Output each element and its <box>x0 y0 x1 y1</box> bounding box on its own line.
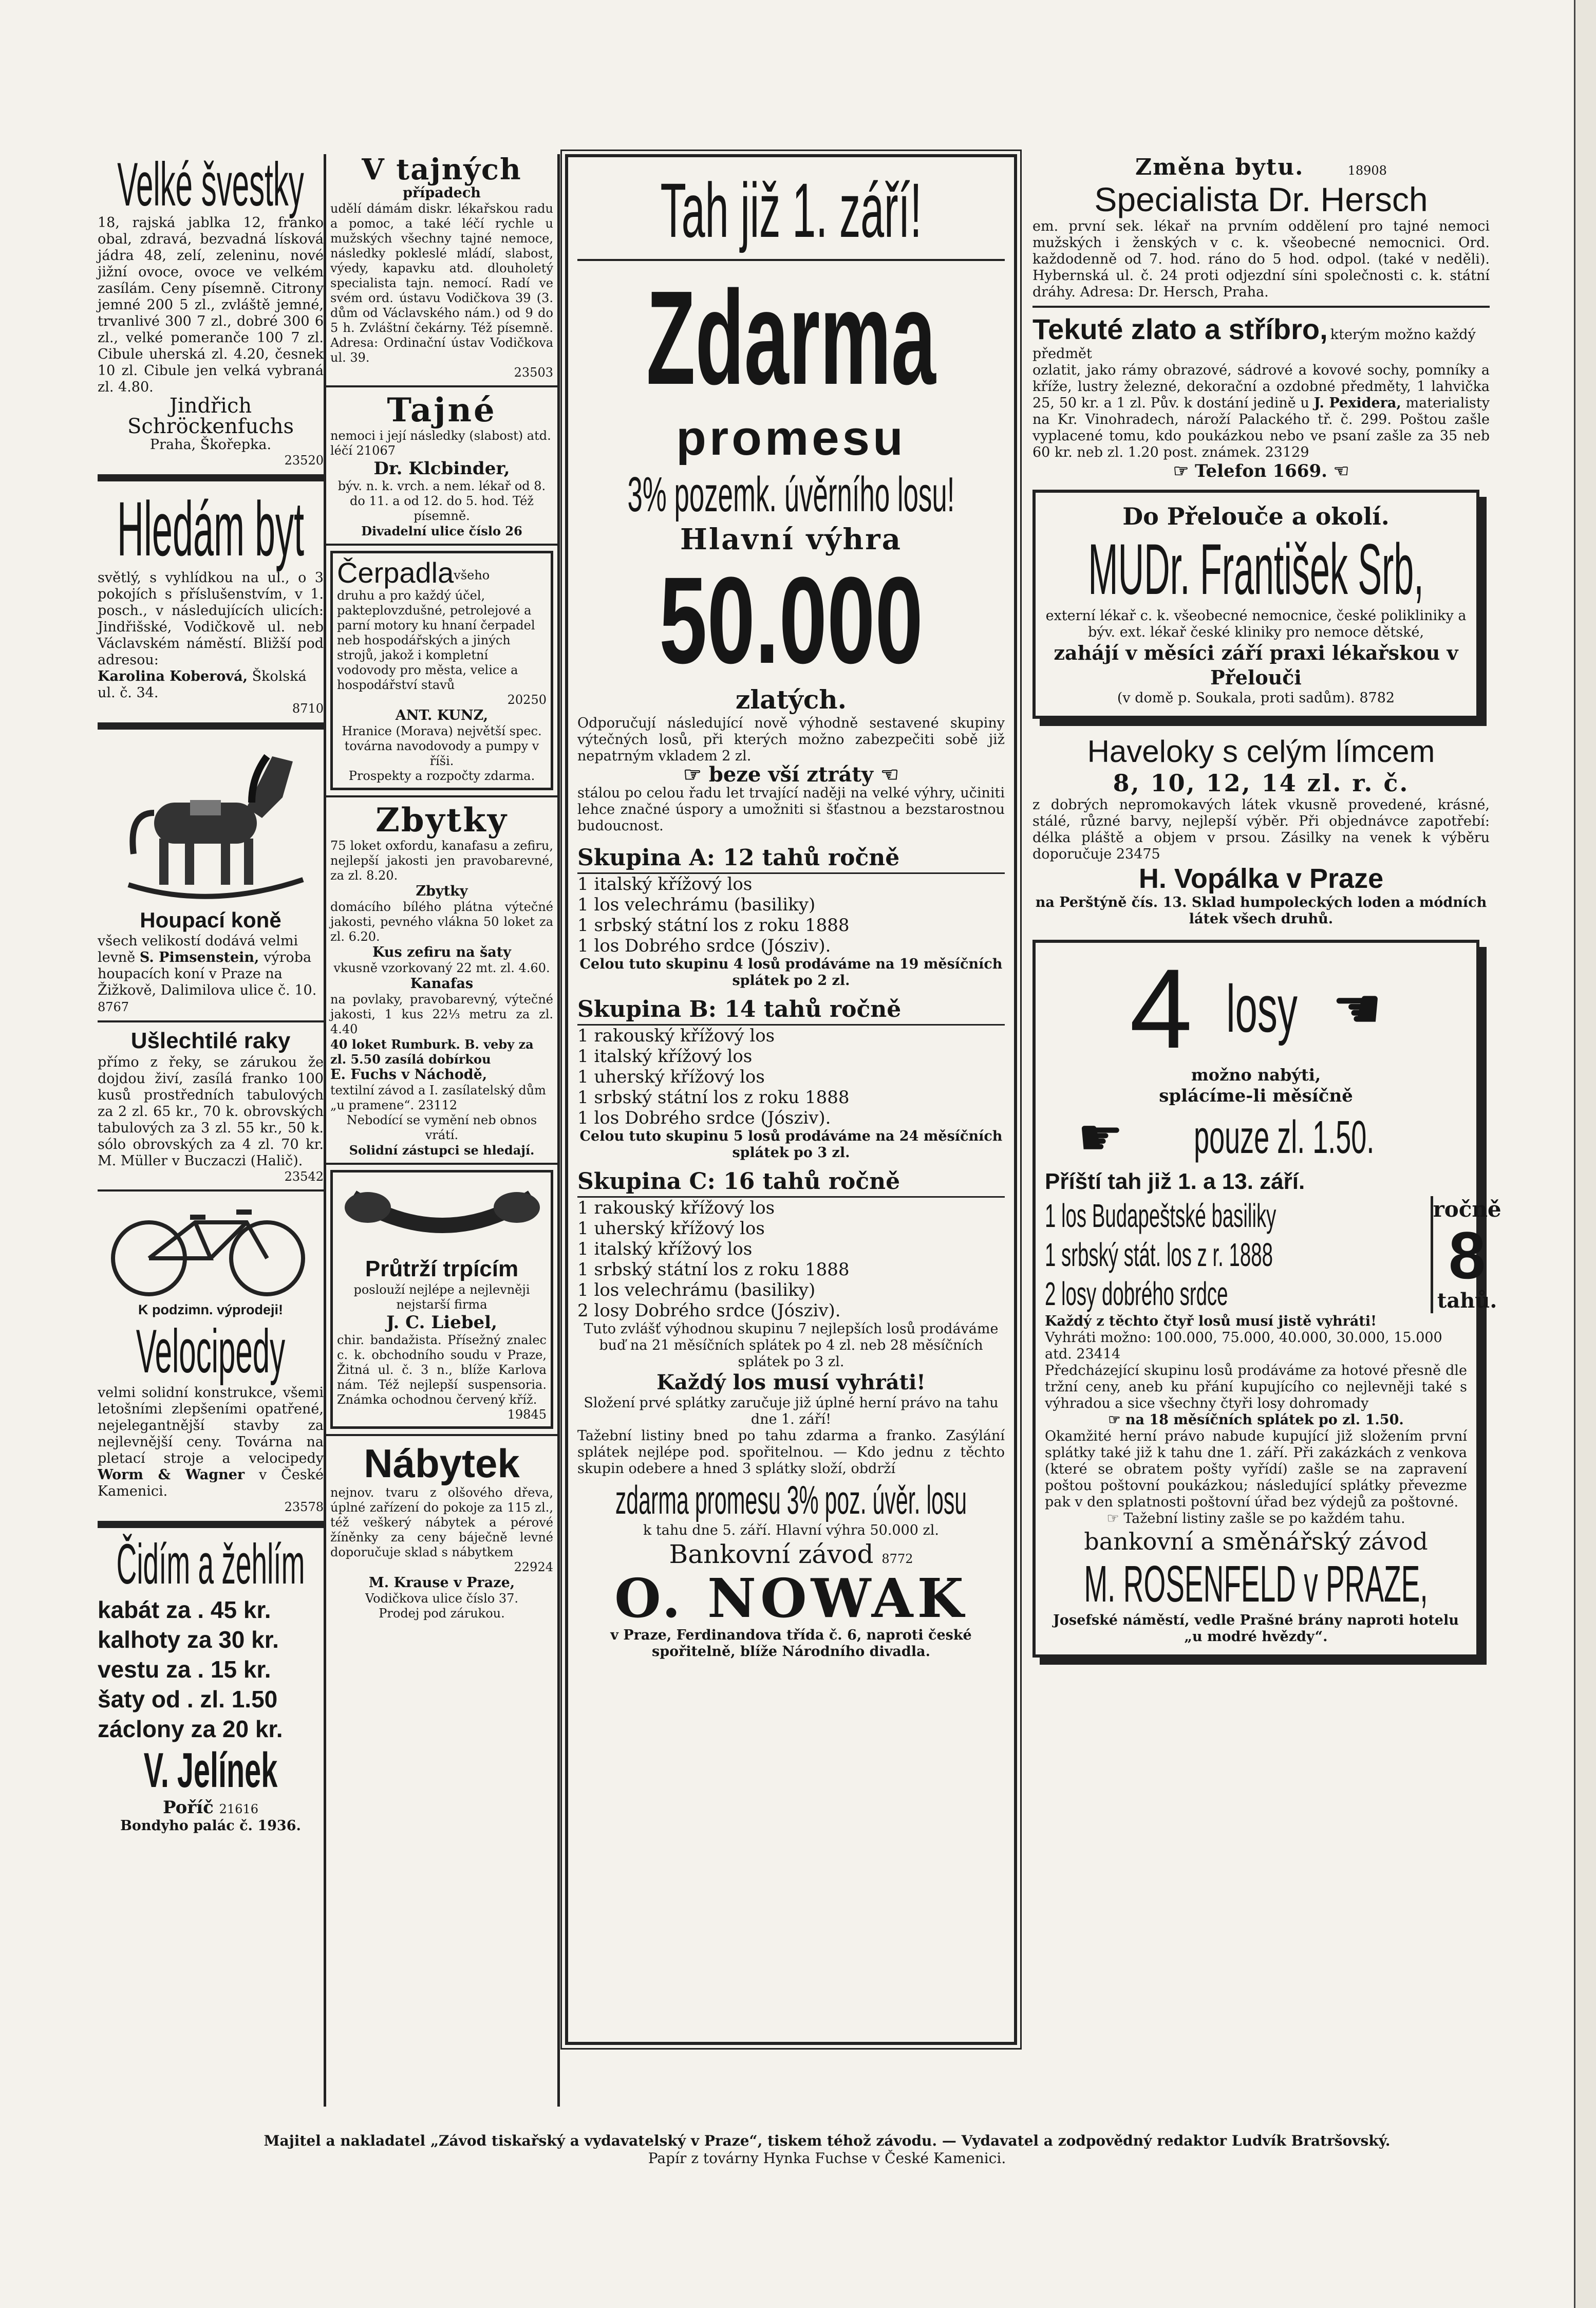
group-item: 1 italský křížový los <box>577 1046 753 1067</box>
ad-firm: M. ROSENFELD v PRAZE, <box>1084 1555 1428 1613</box>
ad-body: světlý, s vyhlídkou na ul., o 3 pokojích s příslušenstvím, v 1. posch., v následujících ulicích: Jindřišské, Vodičkově ul. neb Václavském náměstí. Bližší pod adresou: <box>98 570 324 668</box>
ad-body: 18, rajská jablka 12, franko obal, zdravá, bezvadná lísková jádra 48, zelí, zeleninu, nové jižní ovoce, ovoce ve velkém zasílám. Ceny písemně. Citrony jemné 200 5 zl., zvláště jemné, trvanlivé 300 7 zl., dobré 300 6 zl., velké pomeranče 100 7 zl. Cibule uherská zl. 4.20, česnek 10 zl. Cibule jen velká vybraná zl. 4.80. <box>98 215 324 395</box>
group-item: 1 italský křížový los <box>577 874 753 895</box>
ad-nabytek <box>326 1441 557 1621</box>
ad-body-6: textilní závod a I. zasílatelský dům „u pramene“. <box>330 1083 546 1112</box>
ad-firm: O. NOWAK <box>614 1567 968 1630</box>
ad-body-4: na povlaky, pravobarevný, výtečné jakosti, 1 kus 22⅓ metru za zl. 4.40 <box>330 992 553 1036</box>
ad-number: 23475 <box>1116 846 1160 862</box>
ad-number: 23520 <box>284 453 324 468</box>
ad-zlatych: zlatých. <box>735 684 847 715</box>
group-b <box>577 995 1005 1161</box>
ad-tajne <box>326 393 557 538</box>
column-3 <box>565 154 1017 2107</box>
ad-name: Karolina Koberová, <box>98 668 248 684</box>
ad-footer: Solidní zástupci se hledají. <box>349 1143 535 1158</box>
losy-list <box>1045 1196 1433 1313</box>
losy-item: 1 los Budapeštské basiliky <box>1045 1197 1276 1234</box>
ad-telephone: Telefon 1669. <box>1195 461 1327 481</box>
pointing-hand-icon: ☚ <box>1331 976 1383 1041</box>
ad-kazdy: Každý los musí vyhráti! <box>656 1370 926 1394</box>
ad-body: přímo z řeky, se zárukou že dojdou živí, zasílá franko 100 kusů prostředních tabulových za 2 zl. 65 kr., 70 k. obrovských tabulových za 3 zl. 55 kr., 50 k. sólo obrovských za 4 zl. 70 kr. M. Müller v Buczaczi (Halič). <box>98 1054 324 1169</box>
ad-amount: 50.000 <box>659 551 923 689</box>
ad-subtitle-2: Kus zefiru na šaty <box>372 944 511 960</box>
ad-tahu-number: 8 <box>1448 1218 1486 1293</box>
ad-zdarma-2: zdarma promesu 3% poz. úvěr. losu <box>615 1477 967 1522</box>
ad-head: Do Přelouče a okolí. <box>1122 502 1390 530</box>
ad-title: Hledám byt <box>117 486 305 572</box>
ad-number: 23112 <box>418 1098 458 1112</box>
ad-price: pouze zl. 1.50. <box>1194 1111 1375 1163</box>
ad-prices: 8, 10, 12, 14 zl. r. č. <box>1113 769 1410 797</box>
group-item: 1 los velechrámu (basiliky) <box>577 1280 816 1300</box>
ad-praxe: zahájí v měsíci září praxi lékařskou v Přelouči <box>1054 641 1458 689</box>
ad-cidim-zehlim <box>98 1534 324 1834</box>
ad-name: Jindřich Schröckenfuchs <box>127 394 294 438</box>
footer-line-1: Majitel a nakladatel „Závod tiskařský a vydavatelský v Praze“, tiskem téhož závodu. — Vydavatel a zodpovědný redaktor Ludvík Bratršovský. <box>264 2132 1391 2149</box>
ad-tazebni: Tažební listiny bned po tahu zdarma a franko. Zasýlání splátek nejlépe pod. spořitelnou. — Kdo jednu z těchto skupin odebere a hned 3 splátky složí, obdrží <box>577 1428 1005 1477</box>
divider <box>98 1020 324 1022</box>
ad-name: Dr. Klcbinder, <box>373 458 510 479</box>
ad-body: z dobrých nepromokavých látek vkusně provedené, krásné, stálé, různé barvy, nejlepší výběr. Při objednávce zapotřebí: délka pláště a objem v prsou. Zásilky na venek k výběru doporučuje <box>1032 797 1490 862</box>
ad-intro: Odporučují následující nově výhodně sestavené skupiny výtečných losů, při kterých možno zabezpečiti sobě již nepatrným vkladem 2 zl. <box>577 715 1005 764</box>
ad-number: 8782 <box>1359 690 1395 706</box>
price-row: kalhoty za 30 kr. <box>98 1626 279 1653</box>
ad-vyhry: Vyhráti možno: 100.000, 75.000, 40.000, 30.000, 15.000 atd. <box>1045 1330 1442 1362</box>
ad-haveloky <box>1032 734 1490 927</box>
ad-name: S. Pimsenstein, <box>139 950 259 965</box>
ad-body: externí lékař c. k. všeobecné nemocnice, české polikliniky a býv. ext. lékař české kliniky pro nemoce dětské, <box>1045 608 1467 640</box>
ad-tah-dne: k tahu dne 5. září. Hlavní výhra 50.000 zl. <box>643 1522 939 1538</box>
divider <box>326 795 557 797</box>
ad-name: V. Jelínek <box>143 1743 278 1798</box>
ad-raky <box>98 1028 324 1184</box>
group-title: Skupina B: 14 tahů ročně <box>577 995 1005 1026</box>
group-a <box>577 844 1005 989</box>
adjacent-page-edge <box>1574 0 1596 2308</box>
ad-tahu: tahů. <box>1437 1289 1497 1313</box>
ad-tuto: Tuto zvlášť výhodnou skupinu 7 nejlepších losů prodáváme buď na 21 měsíčních splátek po 4 zl. neb 28 měsíčních splátek po 3 zl. <box>584 1321 999 1370</box>
ad-number: 23542 <box>284 1169 324 1184</box>
ad-body: ozlatit, jako rámy obrazové, sádrové a kovové sochy, pomníky a kříže, lustry železné, dekorační a ozdobné předměty, 1 lahvička 25, 50 kr. a 1 zl. Pův. k dostání jedině u <box>1032 362 1490 411</box>
ad-subtitle-3: Kanafas <box>410 976 474 992</box>
ad-title: Velocipedy <box>136 1317 286 1386</box>
ad-address: Josefské náměstí, vedle Prašné brány naproti hotelu „u modré hvězdy“. <box>1053 1612 1459 1645</box>
divider <box>1032 306 1490 308</box>
divider <box>98 722 324 730</box>
ad-title: Průtrží trpícím <box>365 1256 519 1281</box>
footer-line-2: Papír z továrny Hynka Fuchse v České Kamenici. <box>648 2150 1006 2167</box>
ad-number: 23129 <box>1265 444 1309 460</box>
ad-splacime: splácíme-li měsíčně <box>1159 1086 1353 1106</box>
ad-bank: bankovní a směnářský závod <box>1084 1528 1428 1555</box>
ad-footer: Prodej pod zárukou. <box>379 1606 505 1621</box>
ad-number: 21067 <box>356 443 396 458</box>
group-item: 1 srbský státní los z roku 1888 <box>577 1087 850 1108</box>
pointing-hand-icon: ☞ <box>1108 1412 1121 1428</box>
rocking-horse-illustration <box>98 736 324 905</box>
ad-houpaci-kone <box>98 736 324 1015</box>
ad-body: udělí dámám diskr. lékařskou radu a pomoc, a také léčí rychle u mužských všechny tajné nemoce, následky pokleslé mládí, slabost, výedy, kapavku atd. dlouholetý specialista tajn. nemocí. Radí ve svém ord. ústavu Vodičkova 39 (3. dům od Václavského nám.) od 9 do 5 h. Zvláštní čekárny. Též písemně. Adresa: Ordinační ústav Vodičkova ul. 39. <box>330 201 553 365</box>
ad-number: 22924 <box>514 1560 553 1574</box>
ad-title: Změna bytu. <box>1135 154 1304 180</box>
hernia-truss-illustration <box>337 1177 548 1254</box>
pointing-hand-icon: ☛ <box>1077 1107 1124 1167</box>
divider <box>326 385 557 387</box>
divider <box>98 474 324 481</box>
group-c <box>577 1167 1005 1321</box>
ad-hersch <box>1032 154 1490 301</box>
ad-rosenfeld <box>1032 940 1501 1658</box>
ad-body-2: materialisty na Kr. Vinohradech, nároží Palackého tř. č. 299. Poštou zašle vyplacené tomu, kdo poukázkou nebo ve psaní zašle za 35 neb 60 kr. neb zl. 1.20 post. známek. <box>1032 395 1490 460</box>
ad-address: Bondyho palác č. 1936. <box>120 1818 301 1834</box>
group-price: Celou tuto skupinu 4 losů prodáváme na 19 měsíčních splátek po 2 zl. <box>579 956 1003 989</box>
ad-subtitle: případech <box>403 185 481 201</box>
divider <box>577 259 1005 261</box>
ad-number: 21616 <box>219 1802 259 1816</box>
ad-title: Zbytky <box>375 801 508 840</box>
ad-address: Školská ul. č. 34. <box>98 668 307 701</box>
ad-number: 8767 <box>98 1000 129 1014</box>
ad-rocne: ročně <box>1433 1197 1501 1222</box>
ad-body-2: chir. bandažista. Přísežný znalec c. k. obchodního soudu v Praze, Žitná ul. č. 3 n., blíže Karlova nám. Též nejlepší suspensoria. Známka ochodnou červený kříž. <box>337 1333 547 1407</box>
divider <box>98 1189 324 1192</box>
ad-promesu: promesu <box>676 411 906 466</box>
ad-mudr-srb <box>1032 490 1479 719</box>
pointing-hand-icon: ☞ <box>1173 461 1189 481</box>
ad-name: M. Krause v Praze, <box>368 1575 515 1591</box>
ad-number: 18908 <box>1347 163 1387 178</box>
ad-number: 23578 <box>284 1500 324 1514</box>
price-row: šaty od . zl. 1.50 <box>98 1686 278 1713</box>
divider <box>326 1434 557 1436</box>
ad-main-prize: Hlavní výhra <box>680 523 903 556</box>
ad-number: 8710 <box>292 701 324 716</box>
losy-tahu <box>1433 1197 1501 1313</box>
ad-note: kterým možno každý předmět <box>1032 327 1476 362</box>
ad-beze-text: beze vší ztráty <box>708 762 874 787</box>
ad-splatky: na 18 měsíčních splátek po zl. 1.50. <box>1125 1412 1404 1428</box>
ad-title: Nábytek <box>364 1441 520 1486</box>
ad-title: Velké švestky <box>117 150 304 219</box>
ad-number: 19845 <box>507 1407 547 1422</box>
ad-title: Čerpadla <box>337 556 454 589</box>
ad-name: ANT. KUNZ, <box>395 708 489 723</box>
ad-body: Předcházející skupinu losů prodáváme za hotové přesně dle tržní ceny, aneb ku přání kupujícího co nejlevněji také s výhradou a sice všechny čtyři losy dohromady <box>1045 1363 1467 1411</box>
divider <box>98 1521 324 1528</box>
ad-address: Vodičkova ulice číslo 37. <box>365 1591 518 1606</box>
ad-kazdy: Každý z těchto čtyř losů musí jistě vyhráti! <box>1045 1313 1377 1329</box>
ad-nabyti: možno nabýti, <box>1191 1065 1321 1085</box>
ad-place: Poříč <box>162 1797 214 1818</box>
ad-beze <box>577 762 1005 787</box>
ad-number: 20250 <box>507 693 547 707</box>
ad-slozeni: Složení prvé splátky zaručuje již úplné herní právo na tahu dne 1. září! <box>584 1395 999 1427</box>
ad-address: v Praze, Ferdinandova třída č. 6, naproti české spořitelně, blíže Národního divadla. <box>610 1627 972 1660</box>
group-item: 1 los Dobrého srdce (Jósziv). <box>577 936 831 956</box>
ad-cerpadla <box>326 551 557 790</box>
page-footer <box>170 2132 1485 2167</box>
group-item: 1 uherský křížový los <box>577 1218 765 1239</box>
column-4 <box>1032 154 1501 2107</box>
ad-zbytky <box>326 803 557 1158</box>
ad-title: Houpací koně <box>140 908 281 932</box>
group-item: 1 rakouský křížový los <box>577 1198 775 1218</box>
pointing-hand-icon: ☜ <box>1333 461 1349 481</box>
price-list <box>98 1595 324 1744</box>
ad-title: Čidím a žehlím <box>116 1533 305 1596</box>
ad-body: poslouží nejlépe a nejlevněji nejstarší firma <box>353 1282 530 1312</box>
ad-velke-svestky <box>98 150 324 468</box>
group-item: 1 srbský státní los z roku 1888 <box>577 1259 850 1280</box>
ad-bankovni: Bankovní závod <box>669 1539 874 1569</box>
ad-zlato-stribro <box>1032 313 1490 481</box>
ad-big-number: 4 <box>1129 945 1193 1072</box>
ad-body: všech velikostí dodává velmi levně <box>98 933 298 965</box>
ad-body-5: 40 loket Rumburk. B. veby za zl. 5.50 zasílá dobírkou <box>330 1037 534 1067</box>
group-title: Skupina A: 12 tahů ročně <box>577 844 1005 874</box>
ad-name: Worm & Wagner <box>98 1467 245 1483</box>
divider <box>326 1163 557 1165</box>
ad-address: (v domě p. Soukala, proti sadům). <box>1117 690 1355 706</box>
ad-number: 8772 <box>881 1552 913 1566</box>
ad-body-3: vkusně vzorkovaný 22 mt. zl. 4.60. <box>333 961 550 975</box>
group-item: 1 uherský křížový los <box>577 1067 765 1087</box>
ad-v-tajnych <box>326 154 557 380</box>
ad-pristi: Příští tah již 1. a 13. září. <box>1045 1169 1305 1194</box>
group-price: Celou tuto skupinu 5 losů prodáváme na 24 měsíčních splátek po 3 zl. <box>579 1128 1003 1161</box>
ad-prutrzi <box>326 1170 557 1429</box>
ad-number: 23414 <box>1076 1346 1121 1362</box>
losy-item: 1 srbský stát. los z r. 1888 <box>1045 1236 1273 1273</box>
losy-item: 2 losy dobrého srdce <box>1045 1275 1228 1312</box>
ad-title-sup: všeho <box>454 568 490 583</box>
price-row: záclony za 20 kr. <box>98 1716 283 1742</box>
ad-kicker: K podzimn. výprodeji! <box>138 1302 283 1317</box>
ad-name: H. Vopálka v Praze <box>1138 863 1384 894</box>
ad-specialist: Specialista Dr. Hersch <box>1094 180 1428 218</box>
ad-losy: losy <box>1226 971 1298 1046</box>
ad-title: Tekuté zlato a stříbro, <box>1032 313 1328 345</box>
ad-headline: Tah již 1. září! <box>660 167 922 253</box>
ad-name: MUDr. František Srb, <box>1088 529 1424 609</box>
ad-body-2: Hranice (Morava) největší spec. továrna navodovody a pumpy v říši. <box>342 724 542 768</box>
ad-body: velmi solidní konstrukce, všemi letošními zlepšeními opatřené, nejelegantnější stavby za nejlevnější ceny. Továrna na pletací stroje a velocipedy <box>98 1385 324 1466</box>
ad-place: v České Kamenici. <box>98 1467 324 1499</box>
pointing-hand-icon: ☞ <box>683 762 702 787</box>
ad-body: nejnov. tvaru z olšového dřeva, úplné zařízení do pokoje za 115 zl., též veškerý nábytek a pérové žíněnky za ceny báječně levné doporučuje sklad s nábytkem <box>330 1485 553 1559</box>
ad-subtitle: Zbytky <box>416 883 468 899</box>
pointing-hand-icon: ☞ <box>1106 1511 1119 1527</box>
ad-address: na Perštýně čís. 13. Sklad humpoleckých loden a módních látek všech druhů. <box>1035 895 1487 927</box>
ad-velocipedy <box>98 1197 324 1515</box>
group-item: 1 srbský státní los z roku 1888 <box>577 915 850 936</box>
ad-body-7: Nebodící se vymění neb obnos vrátí. <box>346 1113 537 1142</box>
ad-beze-body: stálou po celou řadu let trvající naději na velké výhry, učiniti lehce značné úspory a umožniti si šťastnou a bezstarostnou budoucnost. <box>577 785 1005 834</box>
price-row: vestu za . 15 kr. <box>98 1656 271 1683</box>
ad-nowak-lottery <box>565 154 1017 2045</box>
ad-title: Ušlechtilé raky <box>130 1028 291 1053</box>
divider <box>326 544 557 546</box>
group-item: 1 los velechrámu (basiliky) <box>577 895 816 915</box>
ad-name: J. C. Liebel, <box>386 1312 497 1333</box>
ad-body-2: domácího bílého plátna výtečné jakosti, pevného vlákna 50 loket za zl. 6.20. <box>330 900 553 944</box>
group-title: Skupina C: 16 tahů ročně <box>577 1167 1005 1198</box>
ad-tazebni: Tažební listiny zašle se po každém tahu. <box>1123 1511 1405 1527</box>
ad-body: nemoci i její následky (slabost) atd. léčí <box>330 429 551 458</box>
column-2 <box>324 154 560 2107</box>
ad-hledam-byt <box>98 488 324 716</box>
ad-number: 23503 <box>514 365 553 380</box>
ad-los: 3% pozemk. úvěrního losu! <box>627 467 955 522</box>
ad-title: Tajné <box>387 391 497 430</box>
ad-name: J. Pexidera, <box>1313 395 1401 411</box>
group-item: 1 los Dobrého srdce (Jósziv). <box>577 1108 831 1128</box>
ad-address: Divadelní ulice číslo 26 <box>361 524 522 538</box>
ad-body: em. první sek. lékař na prvním oddělení pro tajné nemoci mužských i ženských v c. k. všeobecné nemocnici. Ord. každodenně od 7. hod. ráno do 5 hod. odpol. (také v neděli). Hybernská ul. č. 24 proti odjezdní síni společnosti c. k. státní dráhy. Adresa: Dr. Hersch, Praha. <box>1032 218 1490 300</box>
ad-body-2: býv. n. k. vrch. a nem. lékař od 8. do 11. a od 12. do 5. hod. Též písemně. <box>337 479 546 523</box>
column-1 <box>98 150 324 2107</box>
group-item: 2 losy Dobrého srdce (Jósziv). <box>577 1300 841 1321</box>
ad-footer: Prospekty a rozpočty zdarma. <box>348 769 535 783</box>
ad-body-2: Okamžité herní právo nabude kupující již složením první splátky také již k tahu dne 1. září. Při zakázkách z venkova (které se obratem pošty vyřídí) zašle se na zapravení poštou poštovní poukázkou; následující splátky převezme pak v den splatnosti poštovní úřad bez výdejů za poštovné. <box>1045 1428 1467 1510</box>
group-item: 1 italský křížový los <box>577 1239 753 1259</box>
ad-name: E. Fuchs v Náchodě, <box>330 1067 487 1083</box>
ad-body-2: výroba houpacích koní v Praze na Žižkově, Dalimilova ulice č. 10. <box>98 950 317 998</box>
ad-body: druhu a pro každý účel, pakteplovzdušné, petrolejové a parní motory ku hnaní čerpadel neb hospodářských a jiných strojů, jakož i kompletní vodovody pro města, velice a hospodářství stavů <box>337 588 535 692</box>
ad-title: Haveloky s celým límcem <box>1087 734 1435 769</box>
group-item: 1 rakouský křížový los <box>577 1026 775 1046</box>
price-row: kabát za . 45 kr. <box>98 1596 271 1623</box>
ad-place: Praha, Škořepka. <box>149 437 272 453</box>
ad-body: 75 loket oxfordu, kanafasu a zefiru, nejlepší jakosti jen pravobarevné, za zl. 8.20. <box>330 839 553 883</box>
ad-title: V tajných <box>362 153 522 187</box>
ad-zdarma: Zdarma <box>646 264 936 413</box>
bicycle-illustration <box>98 1197 324 1299</box>
pointing-hand-icon: ☜ <box>880 762 899 787</box>
